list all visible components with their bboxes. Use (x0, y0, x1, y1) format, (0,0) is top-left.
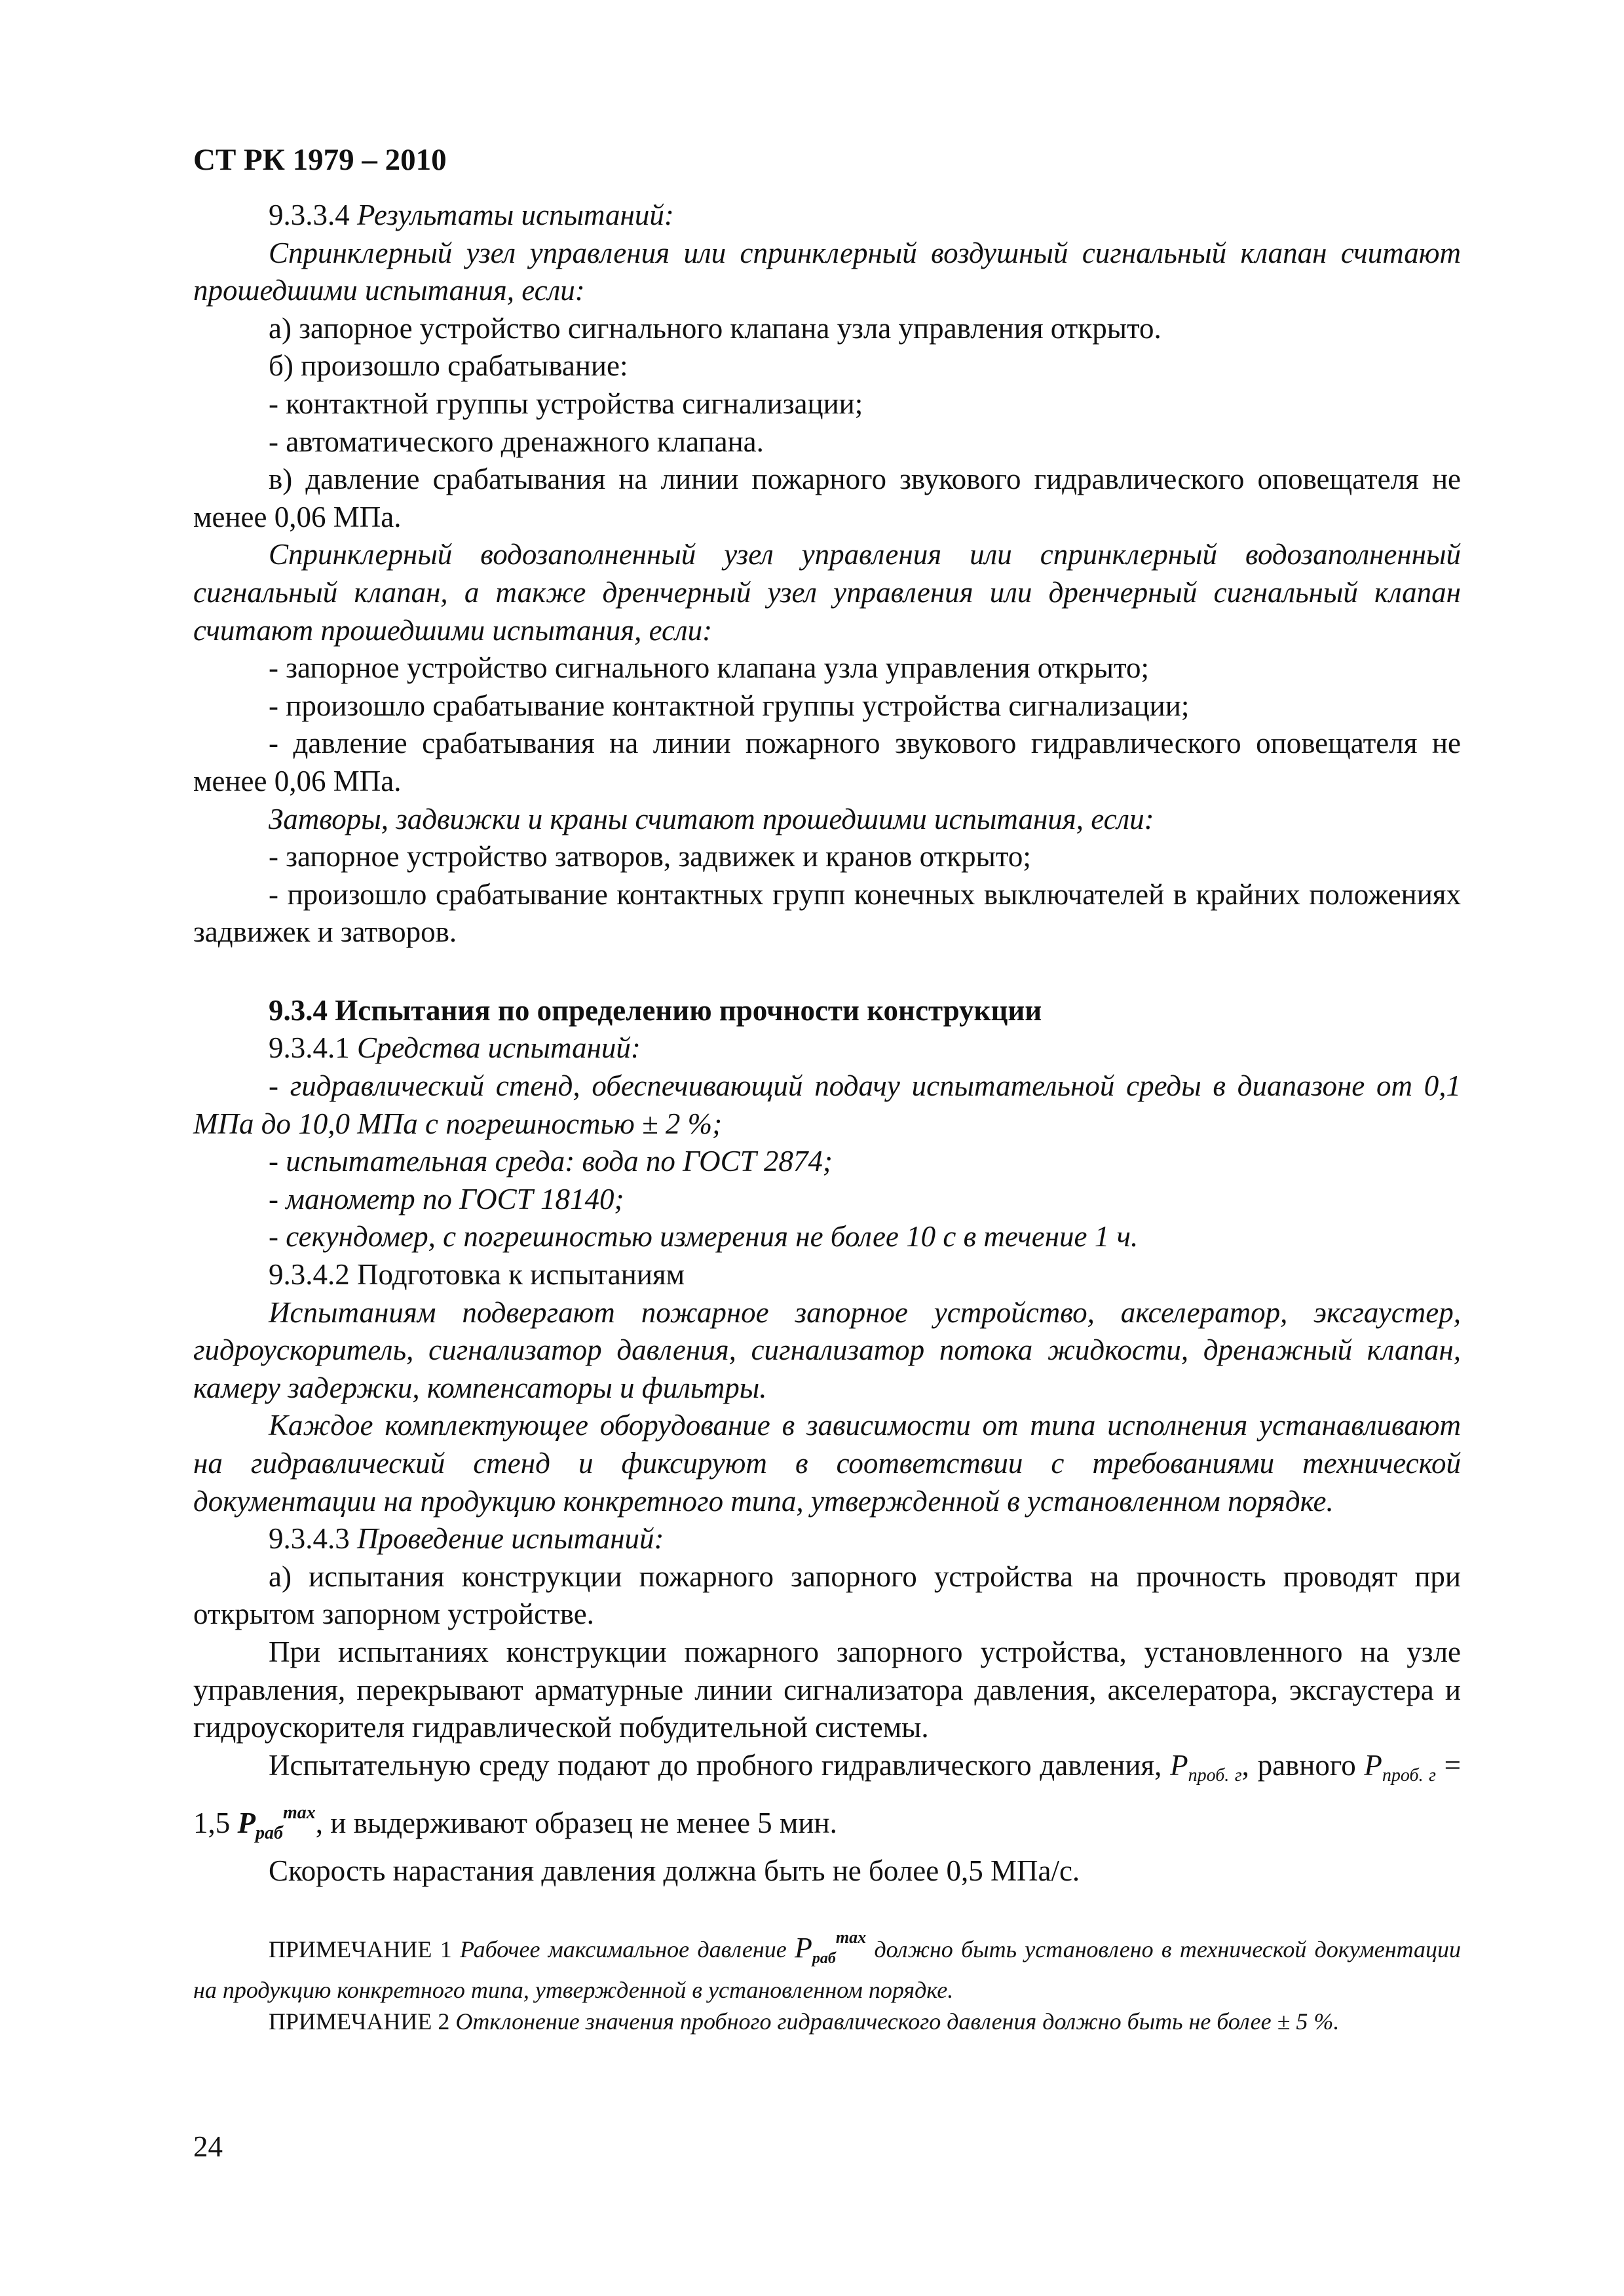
symbol-p: P (1364, 1748, 1382, 1782)
note-label: ПРИМЕЧАНИЕ 2 (269, 2008, 450, 2035)
list-item: - давление срабатывания на линии пожарного звукового гидравлического оповещателя не менее 0,06 МПа. (193, 727, 1461, 797)
text-run: , и выдерживают образец не менее 5 мин. (315, 1807, 837, 1840)
subscript: проб. г (1382, 1765, 1436, 1786)
section-heading-9-3-4: 9.3.4 Испытания по определению прочности конструкции (269, 993, 1042, 1027)
section-number: 9.3.4.1 (269, 1031, 350, 1065)
list-item: - гидравлический стенд, обеспечивающий подачу испытательной среды в диапазоне от 0,1 МПа до 10,0 МПа с погрешностью ± 2 %; (193, 1069, 1461, 1140)
paragraph: При испытаниях конструкции пожарного запорного устройства, установленного на узле управления, перекрывают арматурные линии сигнализатора давления, акселератора, эксгаустера и гидроускорителя гидравлической побудительной системы. (193, 1635, 1461, 1744)
text-run: = 1,5 (193, 1748, 1462, 1840)
list-item: - запорное устройство затворов, задвижек и кранов открыто; (269, 840, 1031, 873)
list-item: - произошло срабатывание контактной группы устройства сигнализации; (269, 689, 1190, 722)
list-item: б) произошло срабатывание: (269, 349, 628, 383)
paragraph: Затворы, задвижки и краны считают прошедшими испытания, если: (269, 802, 1154, 835)
document-header: СТ РК 1979 – 2010 (193, 143, 447, 177)
list-item: - запорное устройство сигнального клапана узла управления открыто; (269, 651, 1150, 685)
paragraph: Каждое комплектующее оборудование в зависимости от типа исполнения устанавливают на гидравлический стенд и фиксируют в соответствии с требованиями технической документации на продукцию конкретного типа, утвержденной в установленном порядке. (193, 1409, 1461, 1518)
section-number: 9.3.3.4 (269, 199, 350, 231)
list-item: - секундомер, с погрешностью измерения не более 10 с в течение 1 ч. (269, 1220, 1139, 1253)
list-item: а) испытания конструкции пожарного запорного устройства на прочность проводят при открытом запорном устройстве. (193, 1559, 1461, 1631)
note-text: Рабочее максимальное давление (460, 1936, 787, 1962)
paragraph: Спринклерный водозаполненный узел управления или спринклерный водозаполненный сигнальный клапан, а также дренчерный узел управления или дренчерный сигнальный клапан считают прошедшими испытания, если: (193, 538, 1461, 647)
symbol-p: P (237, 1807, 255, 1840)
list-item: а) запорное устройство сигнального клапана узла управления открыто. (269, 311, 1161, 345)
note-text: должно быть установлено в технической документации на продукцию конкретного типа, утвержденной в установленном порядке. (193, 1936, 1462, 2003)
subsection-9-3-4-1-title (193, 1029, 1461, 1067)
spacer (193, 1890, 1461, 1922)
symbol-p: P (795, 1931, 812, 1964)
list-item: - произошло срабатывание контактных групп конечных выключателей в крайних положениях задвижек и затворов. (193, 877, 1461, 949)
note-2 (193, 2006, 1461, 2037)
text-run: Испытательную среду подают до пробного гидравлического давления, (269, 1748, 1162, 1782)
subscript: раб (812, 1949, 836, 1967)
superscript: max (282, 1803, 316, 1824)
list-item: - манометр по ГОСТ 18140; (269, 1182, 624, 1215)
list-item: - контактной группы устройства сигнализации; (269, 387, 863, 420)
paragraph: Испытаниям подвергают пожарное запорное устройство, акселератор, эксгаустер, гидроускоритель, сигнализатор давления, сигнализатор потока жидкости, дренажный клапан, камеру задержки, компенсаторы и фильтры. (193, 1295, 1461, 1404)
superscript: max (835, 1927, 867, 1947)
section-title: Средства испытаний: (357, 1031, 641, 1065)
note-1 (193, 1922, 1461, 2006)
paragraph: Скорость нарастания давления должна быть не более 0,5 МПа/с. (269, 1854, 1080, 1887)
section-number: 9.3.4.3 (269, 1522, 350, 1556)
subsection-9-3-4-3-title (193, 1520, 1461, 1558)
paragraph-formula (193, 1747, 1461, 1852)
spacer (193, 951, 1461, 992)
list-item: - автоматического дренажного клапана. (269, 425, 764, 458)
section-title: Проведение испытаний: (357, 1522, 664, 1556)
section-title: Результаты испытаний: (357, 199, 674, 231)
symbol-p: P (1170, 1748, 1188, 1782)
note-label: ПРИМЕЧАНИЕ 1 (269, 1936, 452, 1962)
subsection-9-3-4-2-title: 9.3.4.2 Подготовка к испытаниям (269, 1258, 685, 1292)
note-text: Отклонение значения пробного гидравлического давления должно быть не более ± 5 %. (455, 2008, 1340, 2035)
paragraph: Спринклерный узел управления или спринклерный воздушный сигнальный клапан считают прошедшими испытания, если: (193, 236, 1461, 307)
subsection-9-3-3-4-title (193, 197, 1461, 235)
text-run: , равного (1241, 1748, 1356, 1782)
document-body (193, 197, 1461, 2037)
page-number: 24 (193, 2130, 223, 2163)
list-item: в) давление срабатывания на линии пожарного звукового гидравлического оповещателя не менее 0,06 МПа. (193, 463, 1461, 533)
subscript: раб (255, 1823, 283, 1844)
list-item: - испытательная среда: вода по ГОСТ 2874; (269, 1145, 833, 1178)
subscript: проб. г (1188, 1765, 1242, 1786)
